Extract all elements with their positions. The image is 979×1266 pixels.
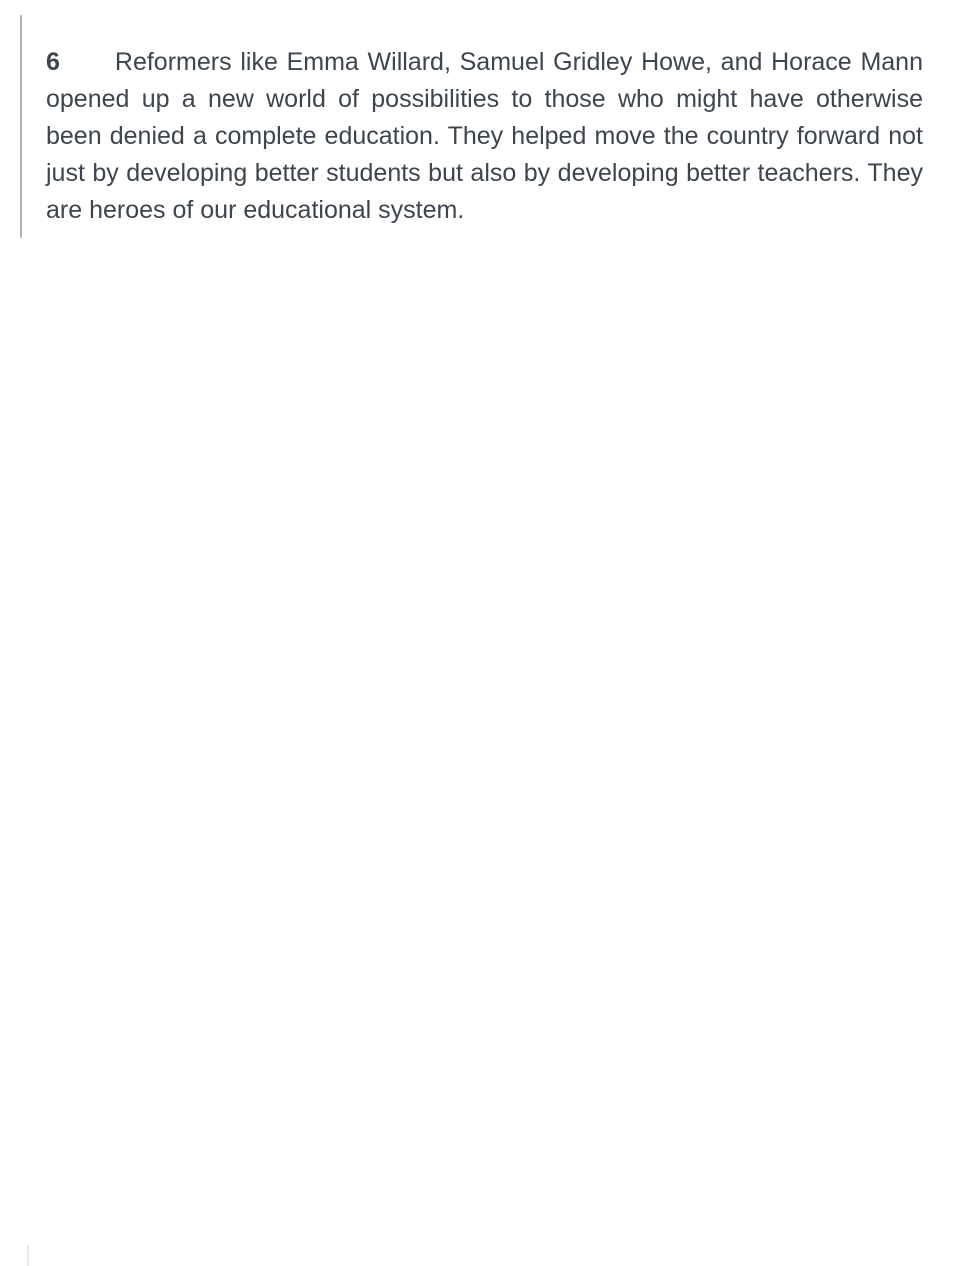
passage-line: opened up a new world of possibilities to those who might have otherwise — [46, 85, 923, 113]
passage-line-text: Reformers like Emma Willard, Samuel Gridley Howe, and Horace Mann — [114, 48, 923, 76]
paragraph-number: 6 — [46, 48, 60, 76]
reading-passage-paragraph — [46, 44, 923, 229]
paragraph-margin-rule — [20, 15, 22, 238]
tab-spacer — [60, 69, 115, 70]
next-paragraph-rule-peek — [27, 1245, 29, 1266]
passage-line: been denied a complete education. They helped move the country forward not — [46, 122, 923, 150]
passage-line: are heroes of our educational system. — [46, 196, 465, 224]
passage-line — [46, 44, 923, 81]
passage-line: just by developing better students but also by developing better teachers. They — [46, 159, 923, 187]
